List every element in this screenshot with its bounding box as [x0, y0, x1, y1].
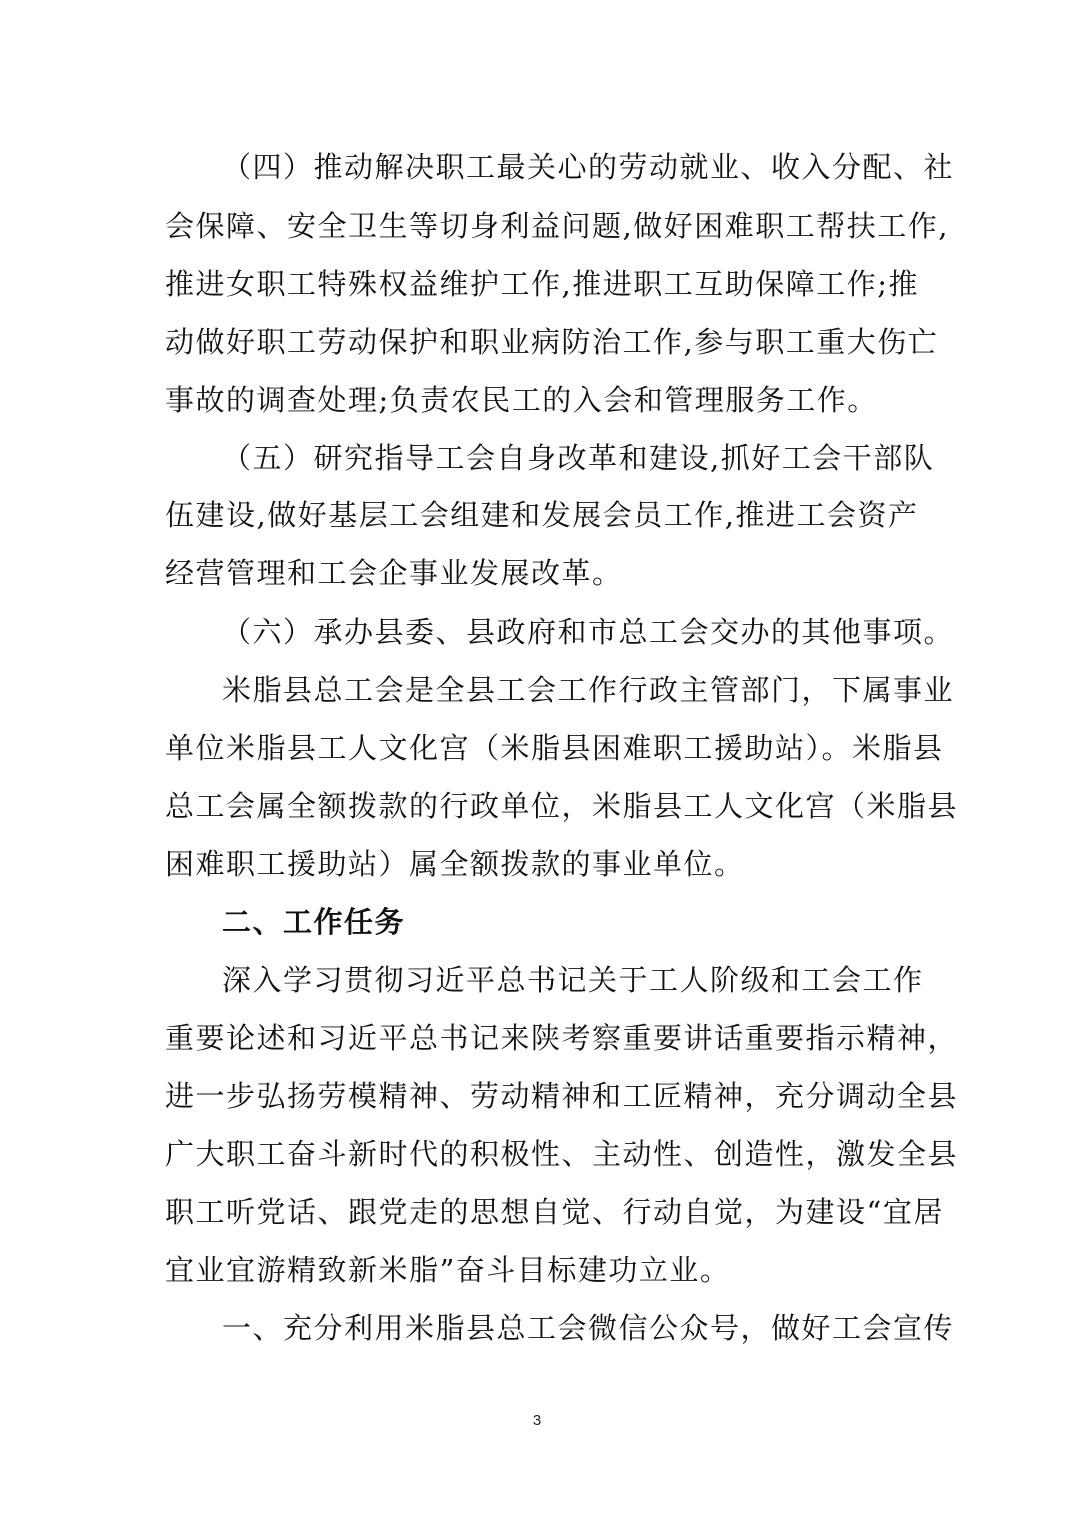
- task-1-line-1: 一、充分利用米脂县总工会微信公众号，做好工会宣传: [222, 1311, 955, 1345]
- paragraph-4-line-4: 动做好职工劳动保护和职业病防治工作,参与职工重大伤亡: [165, 325, 939, 359]
- paragraph-5-line-3: 经营管理和工会企事业发展改革。: [165, 556, 623, 590]
- tasks-line-2: 重要论述和习近平总书记来陕考察重要讲话重要指示精神，: [165, 1021, 959, 1055]
- paragraph-5-line-1: （五）研究指导工会自身改革和建设,抓好工会干部队: [222, 441, 935, 475]
- tasks-line-4: 广大职工奋斗新时代的积极性、主动性、创造性，激发全县: [165, 1137, 959, 1171]
- overview-line-4: 困难职工援助站）属全额拨款的事业单位。: [165, 847, 745, 881]
- tasks-line-3: 进一步弘扬劳模精神、劳动精神和工匠精神，充分调动全县: [165, 1079, 959, 1113]
- paragraph-4-line-5: 事故的调查处理;负责农民工的入会和管理服务工作。: [165, 383, 878, 417]
- section-heading: 二、工作任务: [222, 905, 406, 939]
- overview-line-2: 单位米脂县工人文化宫（米脂县困难职工援助站）。米脂县: [165, 731, 944, 765]
- tasks-line-5: 职工听党话、跟党走的思想自觉、行动自觉，为建设“宜居: [165, 1195, 944, 1229]
- paragraph-6-line-1: （六）承办县委、县政府和市总工会交办的其他事项。: [222, 615, 955, 649]
- page-number: 3: [532, 1412, 542, 1429]
- paragraph-4-line-2: 会保障、安全卫生等切身利益问题,做好困难职工帮扶工作,: [165, 209, 949, 243]
- overview-line-1: 米脂县总工会是全县工会工作行政主管部门，下属事业: [222, 673, 955, 707]
- tasks-line-6: 宜业宜游精致新米脂”奋斗目标建功立业。: [165, 1253, 731, 1287]
- tasks-line-1: 深入学习贯彻习近平总书记关于工人阶级和工会工作: [222, 963, 924, 997]
- overview-line-3: 总工会属全额拨款的行政单位，米脂县工人文化宫（米脂县: [165, 789, 959, 823]
- paragraph-4-line-1: （四）推动解决职工最关心的劳动就业、收入分配、社: [222, 150, 955, 184]
- paragraph-5-line-2: 伍建设,做好基层工会组建和发展会员工作,推进工会资产: [165, 498, 919, 532]
- paragraph-4-line-3: 推进女职工特殊权益维护工作,推进职工互助保障工作;推: [165, 267, 919, 301]
